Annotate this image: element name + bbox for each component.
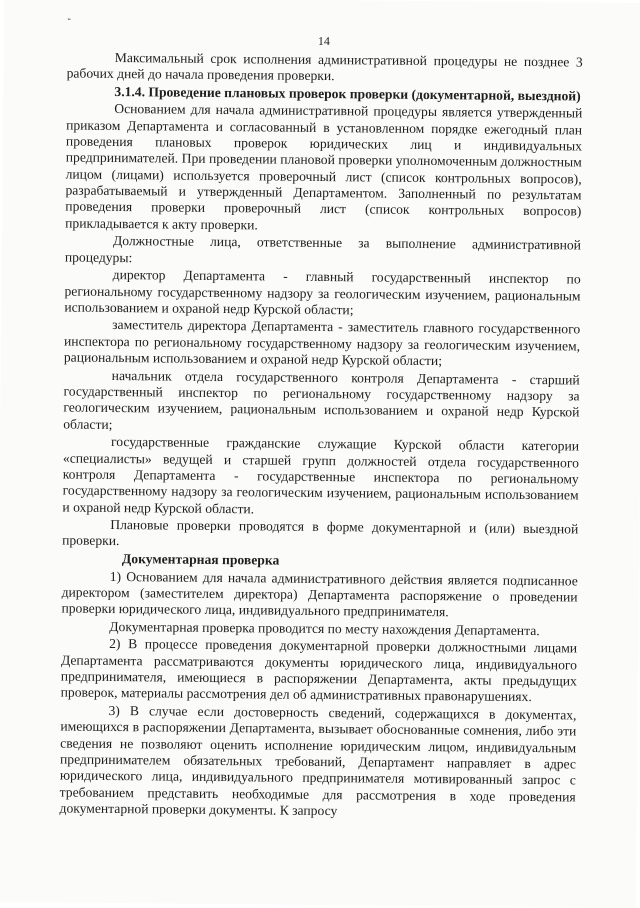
paragraph: 1) Основанием для начала административного действия является подписанное директором (заместителем директора) Департамента распоряжение о проведении проверки юридического лица, индивидуального предпринимателя. [61, 568, 578, 620]
paragraph: 3) В случае если достоверность сведений, содержащихся в документах, имеющихся в распоряжении Департамента, вызывает обоснованные сомнения, либо эти сведения не позволяют оценить исполнение юридическим лицом, индивидуальным предпринимателем обязательных требований, Департамент направляет в адрес юридического лица, индивидуального предпринимателя мотивированный запрос с требованием представить необходимые для рассмотрения в ходе проведения документарной проверки документы. К запросу [59, 702, 577, 819]
paragraph: Максимальный срок исполнения административной процедуры не позднее 3 рабочих дней до начала проведения проверки. [66, 50, 583, 84]
paragraph: Документарная проверка проводится по месту нахождения Департамента. [109, 618, 540, 638]
document-body [59, 50, 582, 823]
paragraph: 2) В процессе проведения документарной проверки должностными лицами Департамента рассматриваются документы юридического лица, индивидуального предпринимателя, имеющиеся в распоряжении Департамента, акты предыдущих проверок, материалы рассмотрения дел об административных правонарушениях. [60, 636, 578, 705]
corner-mark: .. [67, 11, 71, 23]
list-item: начальник отдела государственного контроля Департамента - старший государственный инспектор по региональному государственному надзору за геологическим изучением, рациональным использованием и охраной недр Курской области; [63, 367, 580, 432]
section-heading: 3.1.4. Проведение плановых проверок проверки (документарной, выездной) [114, 83, 581, 104]
subsection-heading: Документарная проверка [121, 551, 280, 568]
paragraph: Основанием для начала административной процедуры является утвержденный приказом Департамента и согласованный в установленном порядке ежегодный план проведения плановых проверок юридических лиц и индивидуальных предпринимателей. При проведении плановой проверки уполномоченным должностным лицом (лицами) используется проверочный лист (список контрольных вопросов), разрабатываемый и утвержденный Департаментом. Заполненный по результатам проведения проверки проверочный лист (список контрольных вопросов) прикладывается к акту проверки. [65, 101, 583, 233]
paragraph: Должностные лица, ответственные за выполнение административной процедуры: [64, 233, 582, 265]
list-item: директор Департамента - главный государственный инспектор по региональному государственному надзору за геологическим изучением, рациональным использованием и охраной недр Курской области; [64, 267, 581, 318]
list-item: государственные гражданские служащие Курской области категории «специалисты» ведущей и старшей групп должностей отдела государственного контроля Департамента - государственные инспектора по региональному государственному надзору за геологическим изучением, рациональным использованием и охраной недр Курской области. [62, 434, 580, 516]
paragraph: Плановые проверки проводятся в форме документарной и (или) выездной проверки. [62, 517, 579, 549]
page-number: 14 [317, 33, 331, 49]
list-item: заместитель директора Департамента - заместитель главного государственного инспектора по региональному государственному надзору за геологическим изучением, рациональным использованием и охраной недр Курской области; [63, 317, 581, 369]
